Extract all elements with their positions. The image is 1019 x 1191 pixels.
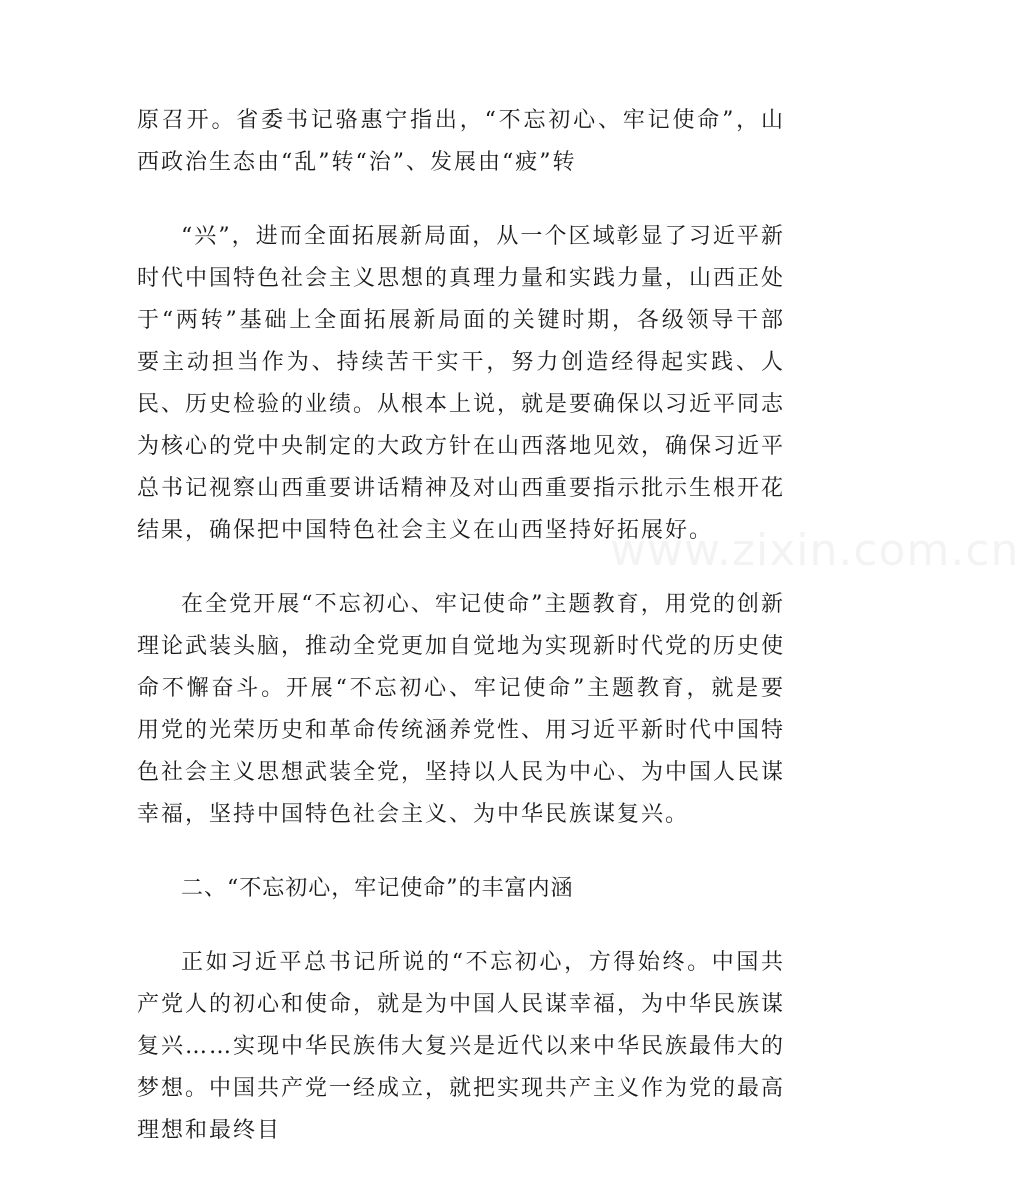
paragraph-4: 正如习近平总书记所说的“不忘初心，方得始终。中国共产党人的初心和使命，就是为中国人民谋幸福，为中华民族谋复兴……实现中华民族伟大复兴是近代以来中华民族最伟大的梦想。中国共产党一经成立，就把实现共产主义作为党的最高理想和最终目 (137, 950, 786, 1143)
paragraph-1: 原召开。省委书记骆惠宁指出，“不忘初心、牢记使命”，山西政治生态由“乱”转“治”、发展由“疲”转 (137, 108, 785, 175)
section-heading: 二、“不忘初心，牢记使命”的丰富内涵 (181, 876, 574, 901)
paragraph-gap (137, 552, 785, 584)
document-page (137, 100, 785, 1152)
paragraph-gap (137, 910, 785, 942)
paragraph-gap (137, 184, 785, 216)
watermark: www.zixin.com.cn (610, 525, 1019, 576)
paragraph-gap (137, 836, 785, 868)
paragraph-2: “兴”，进而全面拓展新局面，从一个区域彰显了习近平新时代中国特色社会主义思想的真理力量和实践力量，山西正处于“两转”基础上全面拓展新局面的关键时期，各级领导干部要主动担当作为、持续苦干实干，努力创造经得起实践、人民、历史检验的业绩。从根本上说，就是要确保以习近平同志为核心的党中央制定的大政方针在山西落地见效，确保习近平总书记视察山西重要讲话精神及对山西重要指示批示生根开花结果，确保把中国特色社会主义在山西坚持好拓展好。 (137, 224, 786, 543)
paragraph-3: 在全党开展“不忘初心、牢记使命”主题教育，用党的创新理论武装头脑，推动全党更加自觉地为实现新时代党的历史使命不懈奋斗。开展“不忘初心、牢记使命”主题教育，就是要用党的光荣历史和革命传统涵养党性、用习近平新时代中国特色社会主义思想武装全党，坚持以人民为中心、为中国人民谋幸福，坚持中国特色社会主义、为中华民族谋复兴。 (137, 592, 786, 827)
